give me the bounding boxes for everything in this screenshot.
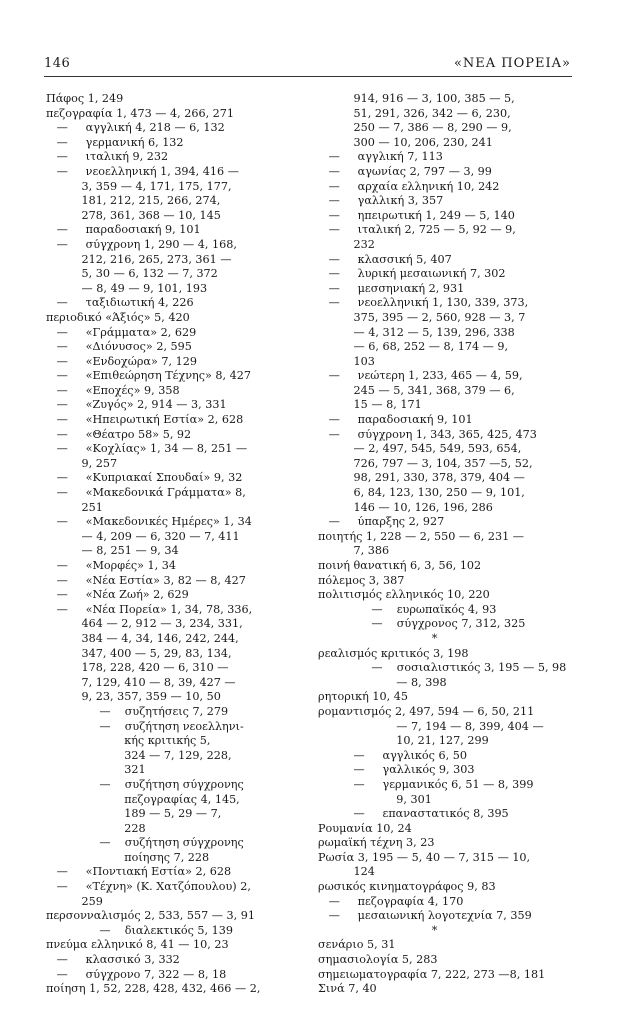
index-entry-line: — κλασσικό 3, 332 xyxy=(46,953,180,967)
index-entry-line: — «Επιθεώρηση Τέχνης» 8, 427 xyxy=(46,369,252,383)
index-entry-line: — ηπειρωτική 1, 249 — 5, 140 xyxy=(318,208,515,222)
index-entry-line: ρητορική 10, 45 xyxy=(318,690,409,704)
index-entry-line: Σινά 7, 40 xyxy=(318,982,377,996)
index-entry-line: — ιταλική 2, 725 — 5, 92 — 9, xyxy=(318,223,516,237)
index-entry-line: — κλασσική 5, 407 xyxy=(318,252,452,266)
index-entry-line: — «Ηπειρωτική Εστία» 2, 628 xyxy=(46,413,244,427)
index-entry-line: 384 — 4, 34, 146, 242, 244, xyxy=(46,631,239,645)
index-entry-line: — νεώτερη 1, 233, 465 — 4, 59, xyxy=(318,369,523,383)
index-entry-line: — 2, 497, 545, 549, 593, 654, xyxy=(318,442,522,456)
index-entry-line: — σύγχρονη 1, 290 — 4, 168, xyxy=(46,237,237,251)
index-entry-line: 375, 395 — 2, 560, 928 — 3, 7 xyxy=(318,310,526,324)
header-rule xyxy=(44,76,572,77)
index-entry-line: — συζήτηση νεοελληνι- xyxy=(46,719,244,733)
index-entry-line: κής κριτικής 5, xyxy=(46,734,211,748)
index-entry-line: 278, 361, 368 — 10, 145 xyxy=(46,208,221,222)
index-entry-line: σημειωματογραφία 7, 222, 273 —8, 181 xyxy=(318,967,546,981)
index-entry-line: 51, 291, 326, 342 — 6, 230, xyxy=(318,106,511,120)
index-entry-line: — ύπαρξης 2, 927 xyxy=(318,515,445,529)
index-entry-line: 245 — 5, 341, 368, 379 — 6, xyxy=(318,383,515,397)
index-entry-line: ποίηση 1, 52, 228, 428, 432, 466 — 2, xyxy=(46,982,261,996)
index-entry-line: — «Μακεδονικά Γράμματα» 8, xyxy=(46,486,246,500)
index-entry-line: — επαναστατικός 8, 395 xyxy=(318,807,509,821)
index-entry-line: 259 xyxy=(46,894,103,908)
page-number: 146 xyxy=(44,56,71,71)
index-entry-line: 98, 291, 330, 378, 379, 404 — xyxy=(318,471,525,485)
index-entry-line: 189 — 5, 29 — 7, xyxy=(46,807,222,821)
index-entry-line: 10, 21, 127, 299 xyxy=(318,734,489,748)
index-entry-line: — «Νέα Ζωή» 2, 629 xyxy=(46,588,189,602)
index-entry-line: 212, 216, 265, 273, 361 — xyxy=(46,252,232,266)
index-entry-line: ποινή θανατική 6, 3, 56, 102 xyxy=(318,559,482,572)
index-entry-line: ρομαντισμός 2, 497, 594 — 6, 50, 211 xyxy=(318,704,535,718)
index-entry-line: — αγγλικός 6, 50 xyxy=(318,748,467,762)
index-entry-line: — «Ποντιακή Εστία» 2, 628 xyxy=(46,865,232,879)
index-entry-line: — αγγλική 4, 218 — 6, 132 xyxy=(46,121,225,135)
index-entry-line: 232 xyxy=(318,237,375,251)
index-entry-line: — «Γράμματα» 2, 629 xyxy=(46,325,197,339)
index-entry-line: 7, 386 xyxy=(318,544,390,558)
index-entry-line: — «Νέα Εστία» 3, 82 — 8, 427 xyxy=(46,573,246,587)
index-entry-line: 7, 129, 410 — 8, 39, 427 — xyxy=(46,675,236,689)
index-entry-line: * xyxy=(318,631,438,645)
index-entry-line: — σύγχρονος 7, 312, 325 xyxy=(318,617,526,631)
index-entry-line: — ταξιδιωτική 4, 226 xyxy=(46,296,194,310)
index-entry-line: 5, 30 — 6, 132 — 7, 372 xyxy=(46,267,218,281)
index-entry-line: περιοδικό «Άξιός» 5, 420 xyxy=(46,310,190,324)
index-entry-line: ποίησης 7, 228 xyxy=(46,850,210,864)
index-entry-line: — νεοελληνική 1, 394, 416 — xyxy=(46,164,239,178)
index-entry-line: — συζητήσεις 7, 279 xyxy=(46,704,229,718)
index-entry-line: — «Θέατρο 58» 5, 92 xyxy=(46,427,192,441)
index-entry-line: — «Τέχνη» (Κ. Χατζόπουλου) 2, xyxy=(46,880,251,894)
index-entry-line: — μεσαιωνική λογοτεχνία 7, 359 xyxy=(318,909,532,923)
index-entry-line: 181, 212, 215, 266, 274, xyxy=(46,194,221,208)
index-entry-line: πεζογραφίας 4, 145, xyxy=(46,792,240,806)
index-entry-line: ρωσικός κινηματογράφος 9, 83 xyxy=(318,880,496,894)
index-entry-line: — σοσιαλιστικός 3, 195 — 5, 98 xyxy=(318,661,566,675)
index-entry-line: 251 xyxy=(46,500,103,514)
index-entry-line: — 4, 209 — 6, 320 — 7, 411 xyxy=(46,529,240,543)
index-entry-line: — μεσσηνιακή 2, 931 xyxy=(318,281,465,295)
index-entry-line: πνεύμα ελληνικό 8, 41 — 10, 23 xyxy=(46,938,229,952)
index-entry-line: — «Νέα Πορεία» 1, 34, 78, 336, xyxy=(46,602,253,616)
index-entry-line: — γαλλικός 9, 303 xyxy=(318,763,475,777)
index-entry-line: — ιταλική 9, 232 xyxy=(46,150,169,164)
index-entry-line: 300 — 10, 206, 230, 241 xyxy=(318,135,493,149)
index-entry-line: — «Μορφές» 1, 34 xyxy=(46,559,177,572)
index-entry-line: — γαλλική 3, 357 xyxy=(318,194,444,208)
index-entry-line: — παραδοσιακή 9, 101 xyxy=(318,413,473,427)
index-entry-line: 3, 359 — 4, 171, 175, 177, xyxy=(46,179,232,193)
index-entry-line: 464 — 2, 912 — 3, 234, 331, xyxy=(46,617,243,631)
index-entry-line: — 8, 251 — 9, 34 xyxy=(46,544,179,558)
index-entry-line: 914, 916 — 3, 100, 385 — 5, xyxy=(318,92,515,105)
index-entry-line: — σύγχρονη 1, 343, 365, 425, 473 xyxy=(318,427,537,441)
index-entry-line: — «Εποχές» 9, 358 xyxy=(46,383,180,397)
index-entry-line: — συζήτηση σύγχρονης xyxy=(46,836,244,850)
index-entry-line: Ρωσία 3, 195 — 5, 40 — 7, 315 — 10, xyxy=(318,850,531,864)
index-entry-line: 9, 23, 357, 359 — 10, 50 xyxy=(46,690,221,704)
index-entry-line: — «Διόνυσος» 2, 595 xyxy=(46,340,192,354)
index-column-left xyxy=(46,92,294,997)
index-entry-line: 324 — 7, 129, 228, xyxy=(46,748,232,762)
index-entry-line: — γερμανικός 6, 51 — 8, 399 xyxy=(318,777,534,791)
index-entry-line: — 8, 398 xyxy=(318,675,447,689)
index-entry-line: 726, 797 — 3, 104, 357 —5, 52, xyxy=(318,456,533,470)
index-column-right xyxy=(318,92,566,997)
index-entry-line: — «Κοχλίας» 1, 34 — 8, 251 — xyxy=(46,442,248,456)
index-entry-line: — διαλεκτικός 5, 139 xyxy=(46,923,234,937)
index-entry-line: σημασιολογία 5, 283 xyxy=(318,953,438,967)
index-entry-line: 228 xyxy=(46,821,146,835)
index-entry-line: ρεαλισμός κριτικός 3, 198 xyxy=(318,646,469,660)
index-entry-line: Πάφος 1, 249 xyxy=(46,92,124,105)
index-entry-line: — σύγχρονο 7, 322 — 8, 18 xyxy=(46,967,227,981)
index-entry-line: ρωμαϊκή τέχνη 3, 23 xyxy=(318,836,435,850)
index-entry-line: 124 xyxy=(318,865,375,879)
index-entry-line: 15 — 8, 171 xyxy=(318,398,422,412)
index-entry-line: 6, 84, 123, 130, 250 — 9, 101, xyxy=(318,486,525,500)
index-entry-line: 347, 400 — 5, 29, 83, 134, xyxy=(46,646,232,660)
index-entry-line: — αρχαία ελληνική 10, 242 xyxy=(318,179,500,193)
index-entry-line: — συζήτηση σύγχρονης xyxy=(46,777,244,791)
index-entry-line: — «Ζυγός» 2, 914 — 3, 331 xyxy=(46,398,227,412)
index-entry-line: — πεζογραφία 4, 170 xyxy=(318,894,464,908)
index-entry-line: — γερμανική 6, 132 xyxy=(46,135,184,149)
index-entry-line: — «Κυπριακαί Σπουδαί» 9, 32 xyxy=(46,471,243,485)
index-entry-line: Ρουμανία 10, 24 xyxy=(318,821,412,835)
index-entry-line: 9, 301 xyxy=(318,792,432,806)
index-entry-line: 178, 228, 420 — 6, 310 — xyxy=(46,661,229,675)
index-entry-line: — αγγλική 7, 113 xyxy=(318,150,443,164)
index-entry-line: 103 xyxy=(318,354,375,368)
index-entry-line: πεζογραφία 1, 473 — 4, 266, 271 xyxy=(46,106,235,120)
index-entry-line: * xyxy=(318,923,438,937)
index-entry-line: — 4, 312 — 5, 139, 296, 338 xyxy=(318,325,515,339)
index-entry-line: — παραδοσιακή 9, 101 xyxy=(46,223,201,237)
index-entry-line: — 6, 68, 252 — 8, 174 — 9, xyxy=(318,340,509,354)
index-entry-line: περσονναλισμός 2, 533, 557 — 3, 91 xyxy=(46,909,256,923)
index-entry-line: — «Ενδοχώρα» 7, 129 xyxy=(46,354,197,368)
index-entry-line: 146 — 10, 126, 196, 286 xyxy=(318,500,493,514)
index-entry-line: πολιτισμός ελληνικός 10, 220 xyxy=(318,588,490,602)
index-entry-line: πόλεμος 3, 387 xyxy=(318,573,405,587)
index-entry-line: — νεοελληνική 1, 130, 339, 373, xyxy=(318,296,529,310)
index-entry-line: 321 xyxy=(46,763,146,777)
index-entry-line: ποιητής 1, 228 — 2, 550 — 6, 231 — xyxy=(318,529,524,543)
index-entry-line: — 7, 194 — 8, 399, 404 — xyxy=(318,719,544,733)
running-title: «ΝΕΑ ΠΟΡΕΙΑ» xyxy=(453,56,571,71)
index-entry-line: — λυρική μεσαιωνική 7, 302 xyxy=(318,267,506,281)
index-entry-line: — «Μακεδονικές Ημέρες» 1, 34 xyxy=(46,515,252,529)
index-entry-line: — αγωνίας 2, 797 — 3, 99 xyxy=(318,164,492,178)
index-entry-line: — ευρωπαϊκός 4, 93 xyxy=(318,602,497,616)
index-entry-line: 9, 257 xyxy=(46,456,118,470)
index-entry-line: — 8, 49 — 9, 101, 193 xyxy=(46,281,208,295)
index-entry-line: 250 — 7, 386 — 8, 290 — 9, xyxy=(318,121,512,135)
index-entry-line: σενάριο 5, 31 xyxy=(318,938,396,952)
